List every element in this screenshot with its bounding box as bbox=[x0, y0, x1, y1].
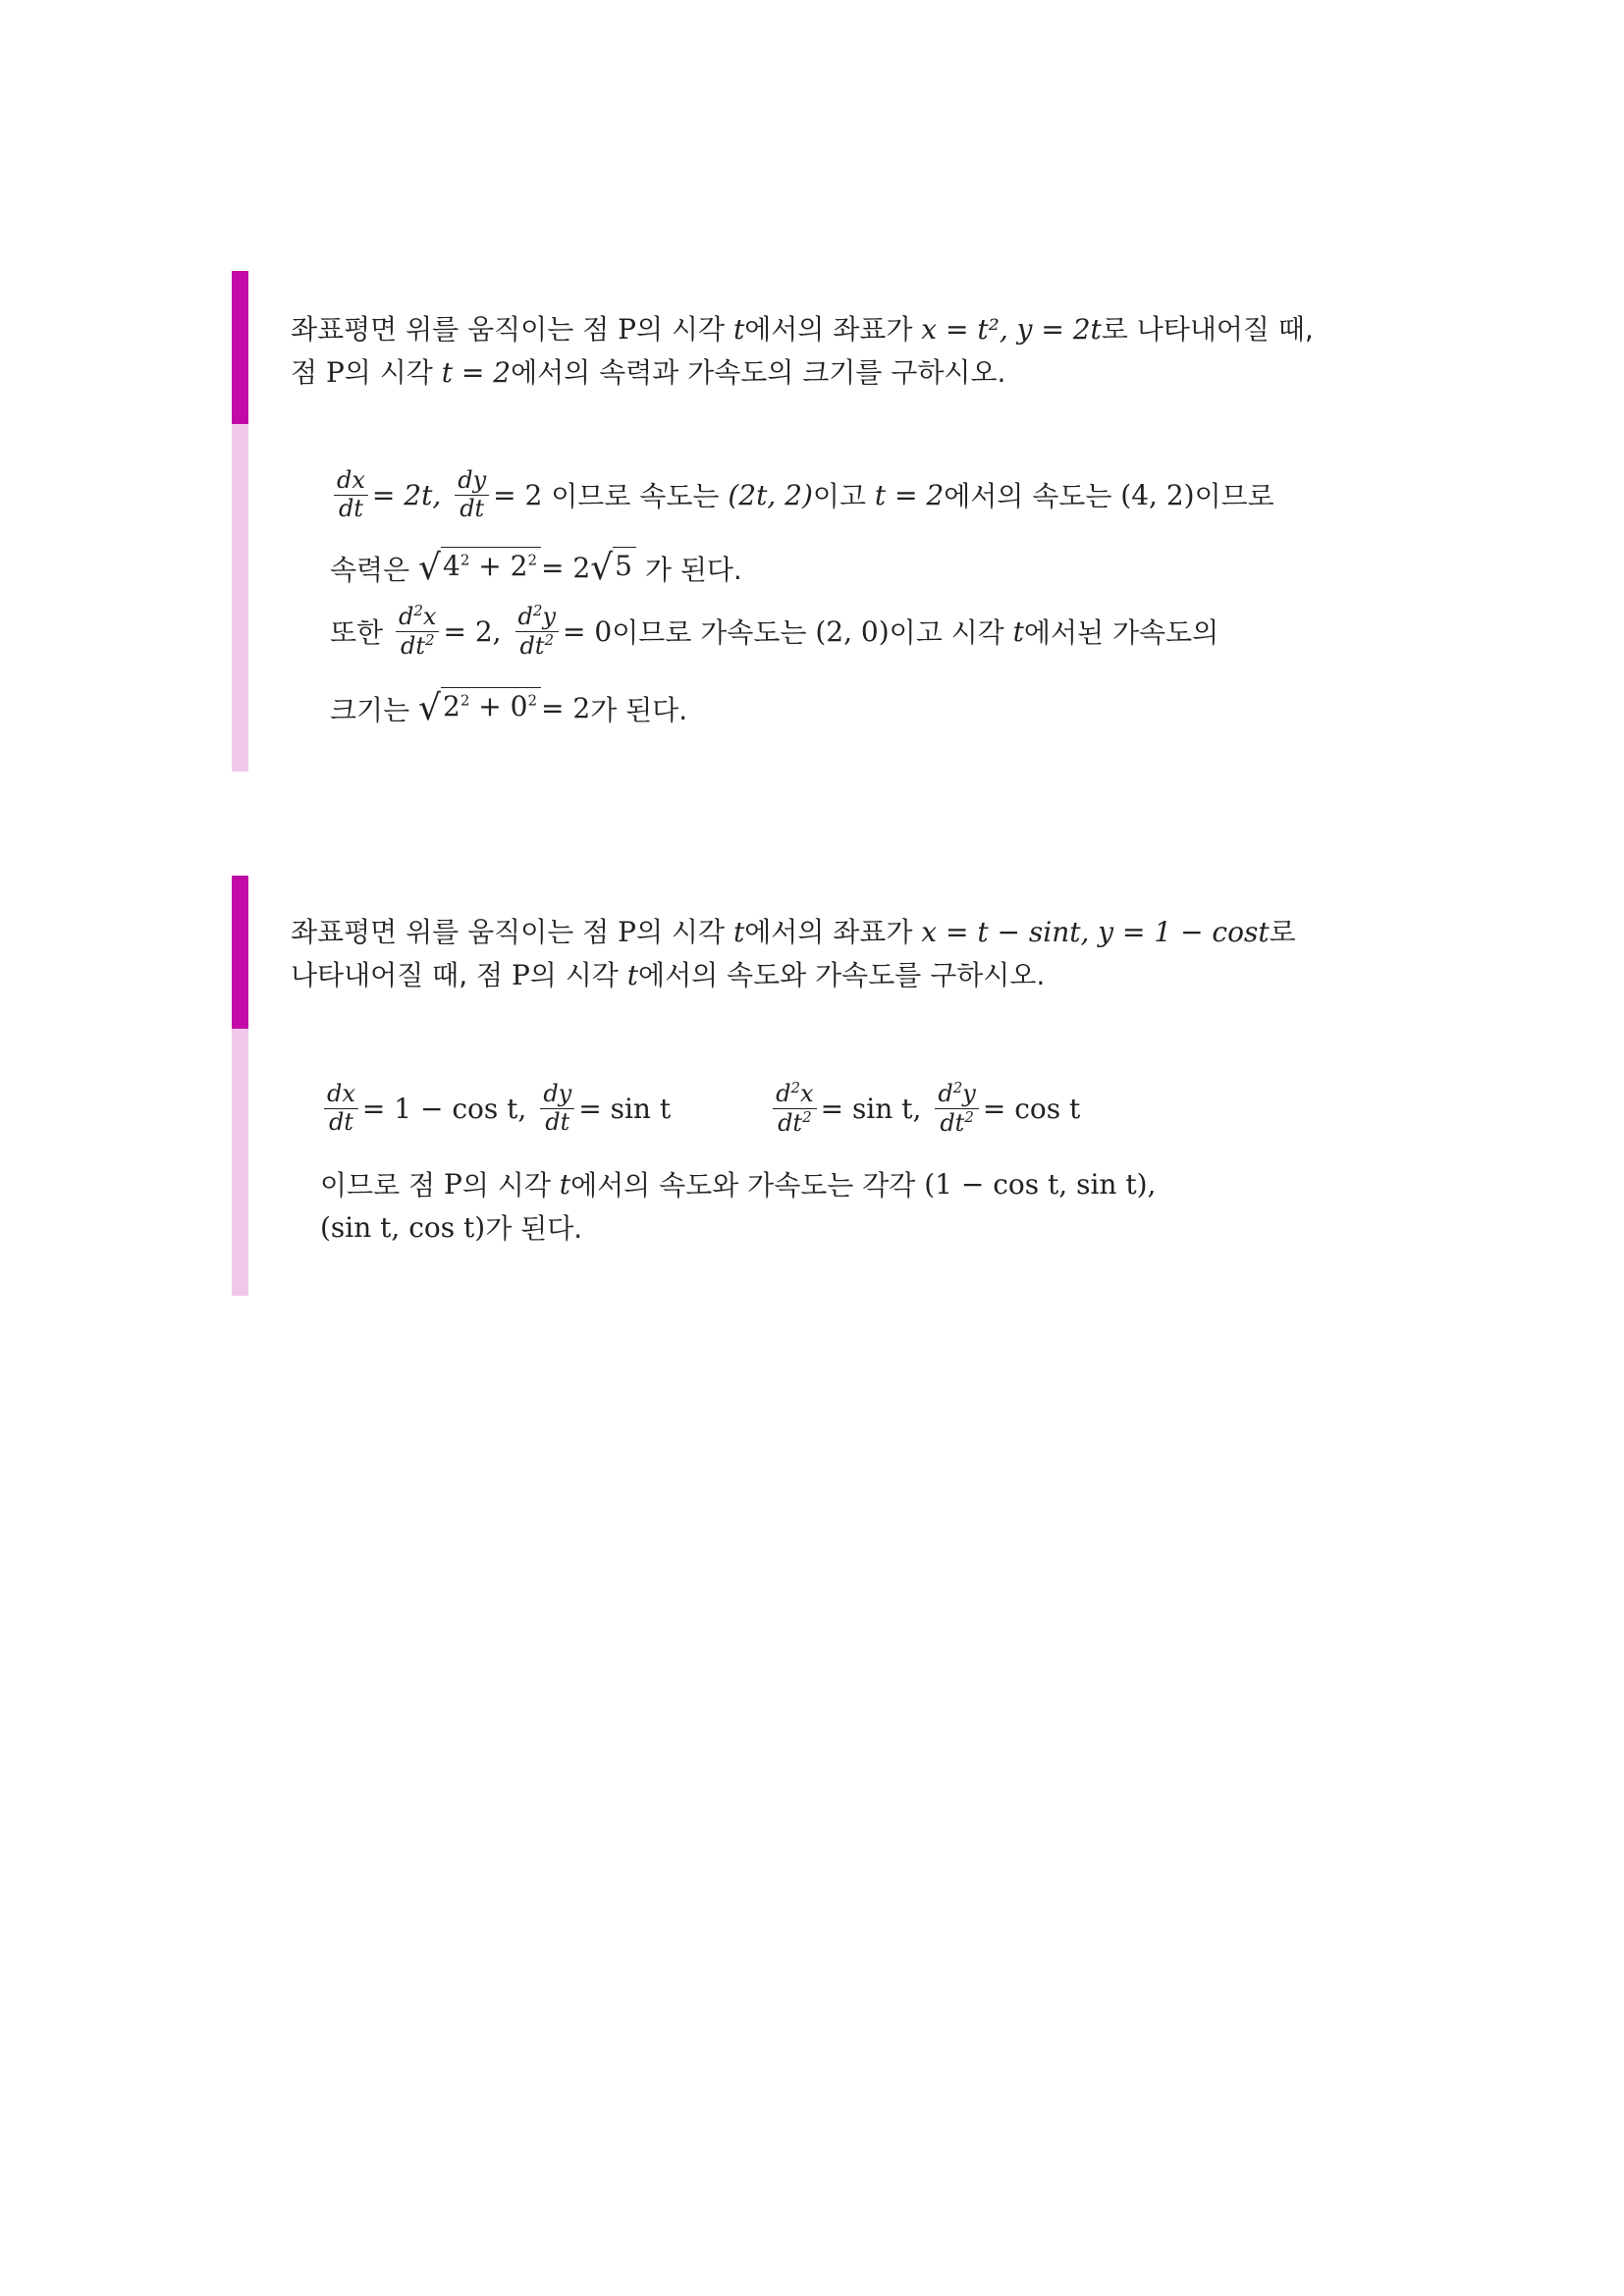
problem-2 bbox=[232, 876, 1390, 1296]
question-line-1: 좌표평면 위를 움직이는 점 P의 시각 t에서의 좌표가 x = t², y = 2t로 나타내어질 때, bbox=[291, 313, 1314, 346]
sqrt-expression: $√4^2 + 2^2$ bbox=[418, 548, 541, 588]
fraction-d2y-dt2: $\frac{d^2y}{dt^2}$ bbox=[515, 603, 559, 660]
question-text bbox=[291, 911, 1296, 997]
problem-1 bbox=[232, 271, 1390, 772]
fraction-dy-dt: $\frac{dy}{dt}$ bbox=[540, 1081, 574, 1136]
question-accent-bar bbox=[232, 876, 248, 1029]
question-line-1: 좌표평면 위를 움직이는 점 P의 시각 t에서의 좌표가 x = t − sint, y = 1 − cost로 bbox=[291, 916, 1296, 948]
solution-line-2: 이므로 점 P 의 시각 t 에서의 속도와 가속도는 각각 (1 − cos t, sin t), bbox=[320, 1167, 1157, 1201]
fraction-dx-dt: $\frac{dx}{dt}$ bbox=[334, 467, 368, 522]
question-line-2: 점 P의 시각 t = 2에서의 속력과 가속도의 크기를 구하시오. bbox=[291, 356, 1006, 389]
fraction-d2x-dt2: $\frac{d^2x}{dt^2}$ bbox=[773, 1080, 816, 1137]
solution-line-2: 속력은 $√4^2 + 2^2$ = 2 √5 가 된다. bbox=[330, 548, 742, 588]
solution-line-4: 크기는 $√2^2 + 0^2$ = 2 가 된다. bbox=[330, 688, 688, 728]
fraction-d2x-dt2: $\frac{d^2x}{dt^2}$ bbox=[396, 603, 439, 660]
solution-line-3: 또한 $\frac{d^2x}{dt^2}$ = 2, $\frac{d^2y}{dt^2}$ = 0 이므로 가속도는 (2, 0) 이고 시각 t 에서뇐 가속도의 bbox=[330, 602, 1219, 660]
solution-line-3: (sin t, cos t) 가 된다. bbox=[320, 1210, 583, 1245]
solution-accent-bar bbox=[232, 1029, 248, 1296]
fraction-dx-dt: $\frac{dx}{dt}$ bbox=[324, 1081, 358, 1136]
sqrt-expression: $√2^2 + 0^2$ bbox=[418, 688, 541, 728]
question-text bbox=[291, 308, 1314, 395]
solution-line-1: $\frac{dx}{dt}$ = 1 − cos t, $\frac{dy}{dt}$ = sin t $\frac{d^2x}{dt^2}$ = sin t, $\frac{d^2y}{dt^2}$ = cos t bbox=[320, 1080, 1080, 1137]
solution-accent-bar bbox=[232, 424, 248, 772]
fraction-dy-dt: $\frac{dy}{dt}$ bbox=[455, 467, 489, 522]
solution-line-1: $\frac{dx}{dt}$ = 2t, $\frac{dy}{dt}$ = 2 이므로 속도는 (2t, 2) 이고 t = 2 에서의 속도는 (4, 2) 이므로 bbox=[330, 467, 1274, 522]
sqrt-five: √5 bbox=[590, 548, 636, 588]
fraction-d2y-dt2: $\frac{d^2y}{dt^2}$ bbox=[935, 1080, 978, 1137]
question-line-2: 나타내어질 때, 점 P의 시각 t에서의 속도와 가속도를 구하시오. bbox=[291, 959, 1046, 991]
question-accent-bar bbox=[232, 271, 248, 424]
